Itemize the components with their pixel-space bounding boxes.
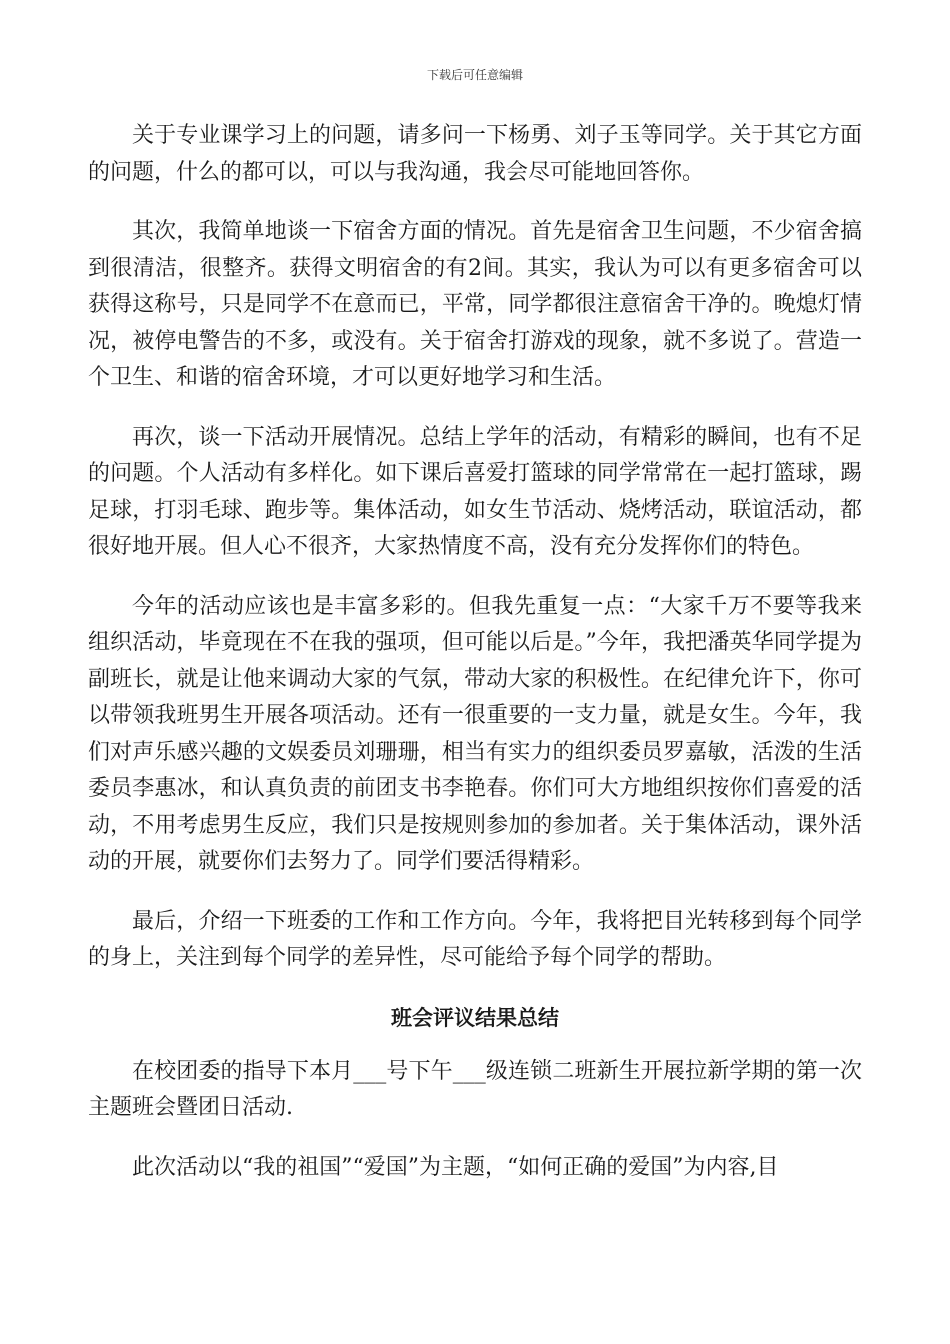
paragraph-study-questions: 关于专业课学习上的问题，请多问一下杨勇、刘子玉等同学。关于其它方面的问题，什么的都可以，可以与我沟通，我会尽可能地回答你。 — [88, 123, 862, 185]
page-header-note: 下载后可任意编辑 — [426, 68, 523, 82]
paragraph-activities-review: 再次，谈一下活动开展情况。总结上学年的活动，有精彩的瞬间，也有不足的问题。个人活动有多样化。如下课后喜爱打篮球的同学常常在一起打篮球，踢足球，打羽毛球、跑步等。集体活动，如女生节活动、烧烤活动，联谊活动，都很好地开展。但人心不很齐，大家热情度不高，没有充分发挥你们的特色。 — [88, 424, 862, 559]
paragraph-committee-work: 最后，介绍一下班委的工作和工作方向。今年，我将把目光转移到每个同学的身上，关注到每个同学的差异性，尽可能给予每个同学的帮助。 — [88, 908, 862, 970]
section-title: 班会评议结果总结 — [391, 1004, 559, 1030]
paragraph-meeting-intro: 在校团委的指导下本月___号下午___级连锁二班新生开展拉新学期的第一次主题班会暨团日活动. — [88, 1058, 862, 1120]
paragraph-activities-plan: 今年的活动应该也是丰富多彩的。但我先重复一点：“大家千万不要等我来组织活动，毕竟现在不在我的强项，但可能以后是。”今年，我把潘英华同学提为副班长，就是让他来调动大家的气氛，带动大家的积极性。在纪律允许下，你可以带领我班男生开展各项活动。还有一很重要的一支力量，就是女生。今年，我们对声乐感兴趣的文娱委员刘珊珊，相当有实力的组织委员罗嘉敏，活泼的生活委员李惠冰，和认真负责的前团支书李艳春。你们可大方地组织按你们喜爱的活动，不用考虑男生反应，我们只是按规则参加的参加者。关于集体活动，课外活动的开展，就要你们去努力了。同学们要活得精彩。 — [88, 593, 862, 874]
paragraph-dormitory: 其次，我简单地谈一下宿舍方面的情况。首先是宿舍卫生问题，不少宿舍搞到很清洁，很整齐。获得文明宿舍的有2间。其实，我认为可以有更多宿舍可以获得这称号，只是同学不在意而已，平常，同学都很注意宿舍干净的。晚熄灯情况，被停电警告的不多，或没有。关于宿舍打游戏的现象，就不多说了。营造一个卫生、和谐的宿舍环境，才可以更好地学习和生活。 — [88, 219, 862, 390]
paragraph-meeting-theme: 此次活动以“我的祖国”“爱国”为主题，“如何正确的爱国”为内容,目 — [132, 1154, 779, 1180]
document-body — [88, 118, 862, 1209]
